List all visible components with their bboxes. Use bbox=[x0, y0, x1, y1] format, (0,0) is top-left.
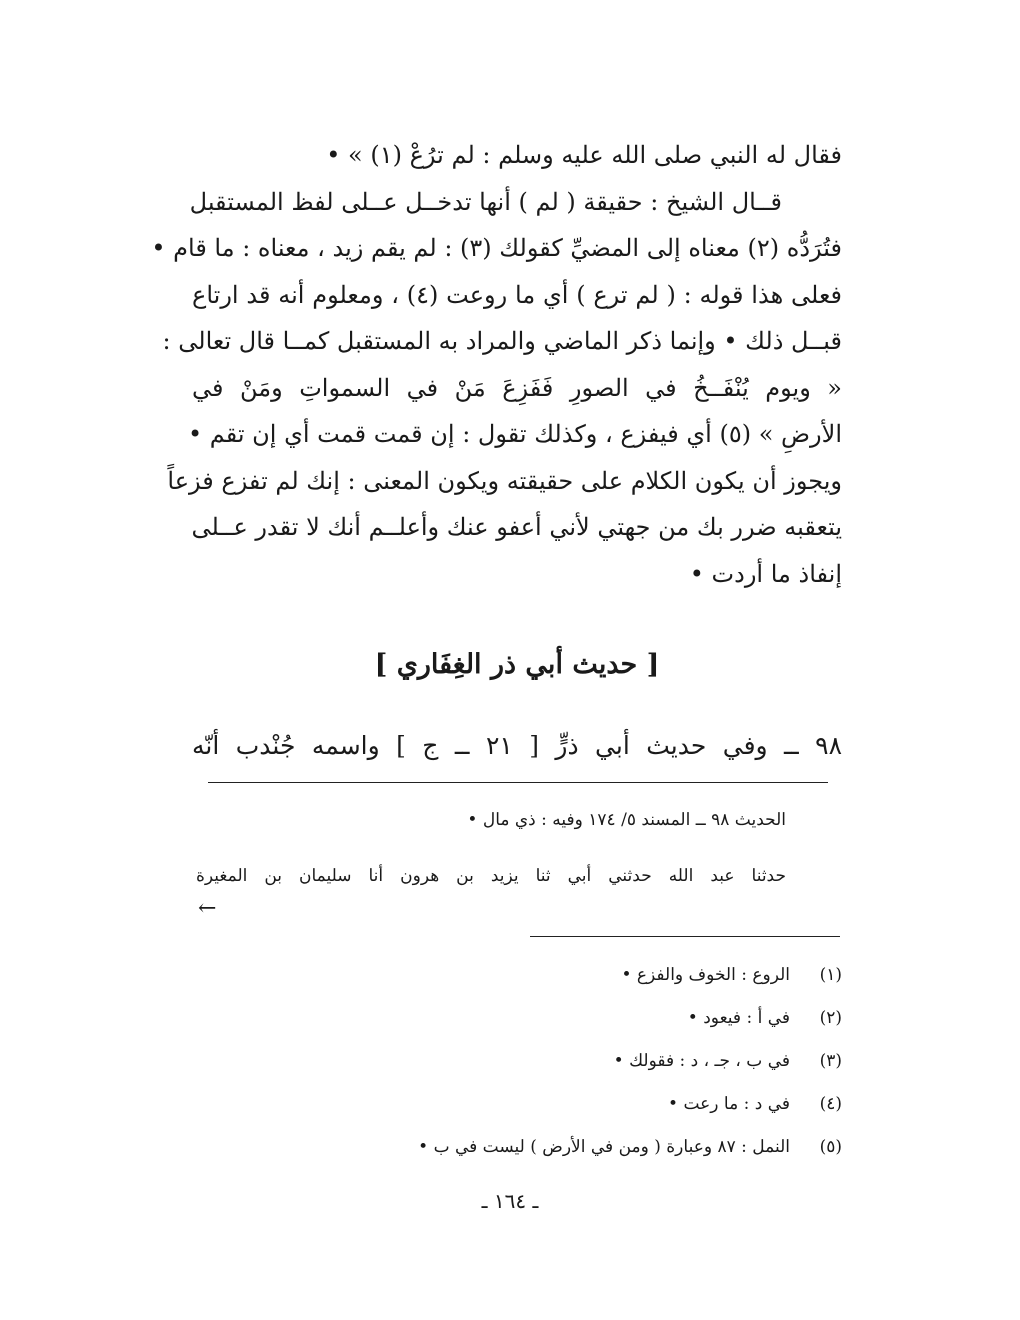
page-number: ـ ١٦٤ ـ bbox=[481, 1189, 539, 1213]
footnote-item bbox=[222, 997, 842, 1040]
footnotes-list bbox=[222, 954, 842, 1169]
main-text-line: فتُرَدُّه (٢) معناه إلى المضيِّ كقولك (٣) : لم يقم زيد ، معناه : ما قام • bbox=[151, 234, 842, 262]
main-text-line: الأرضِ » (٥) أي فيفزع ، وكذلك تقول : إن قمت قمت أي إن تقم • bbox=[187, 420, 842, 448]
footnote-divider bbox=[530, 936, 840, 937]
footnote-item bbox=[222, 1040, 842, 1083]
footnote-text: في أ : فيعود • bbox=[687, 1008, 790, 1028]
footnote-number: (٥) bbox=[819, 1137, 842, 1157]
footnote-item bbox=[222, 1083, 842, 1126]
section-heading: [ حديث أبي ذر الغِفَاري ] bbox=[374, 649, 660, 680]
footnote-item bbox=[222, 1126, 842, 1169]
footnote-text: الروع : الخوف والفزع • bbox=[621, 965, 790, 985]
isnad-note: حدثنا عبد الله حدثني أبي ثنا يزيد بن هرون أنا سليمان بن المغيرة bbox=[196, 866, 786, 886]
main-text-line: « ويوم يُنْفَــخُ في الصورِ فَفَزِعَ مَنْ في السمواتِ ومَنْ في bbox=[192, 373, 842, 402]
footnote-number: (١) bbox=[819, 965, 842, 985]
footnote-text: في د : ما رعت • bbox=[668, 1094, 790, 1114]
main-text-line: قبــل ذلك • وإنما ذكر الماضي والمراد به المستقبل كمــا قال تعالى : bbox=[162, 327, 842, 355]
main-text-line: فقال له النبي صلى الله عليه وسلم : لم ترُعْ (١) » • bbox=[326, 141, 842, 169]
main-text-line: إنفاذ ما أردت • bbox=[689, 559, 842, 588]
main-text-line: ويجوز أن يكون الكلام على حقيقته ويكون المعنى : إنك لم تفزع فزعاً bbox=[167, 466, 842, 495]
main-text-line: يتعقبه ضرر بك من جهتي لأني أعفو عنك وأعلــم أنك لا تقدر عــلى bbox=[191, 513, 842, 541]
footnote-number: (٢) bbox=[819, 1008, 842, 1028]
footnote-number: (٣) bbox=[819, 1051, 842, 1071]
hadith-opening-line: ٩٨ ــ وفي حديث أبي ذرٍّ [ ٢١ ــ ج ] واسمه جُنْدب أنّه bbox=[192, 731, 842, 760]
continuation-arrow-icon: ← bbox=[198, 896, 217, 921]
main-text-block bbox=[151, 132, 843, 597]
main-text-line: فعلى هذا قوله : ( لم ترع ) أي ما روعت (٤) ، ومعلوم أنه قد ارتاع bbox=[192, 280, 843, 309]
source-note: الحديث ٩٨ ــ المسند ٥/ ١٧٤ وفيه : ذي مال • bbox=[467, 810, 786, 830]
footnote-number: (٤) bbox=[819, 1094, 842, 1114]
footnote-text: النمل : ٨٧ وعبارة ( ومن في الأرض ) ليست في ب • bbox=[418, 1137, 790, 1157]
footnote-text: في ب ، جـ ، د : فقولك • bbox=[613, 1051, 790, 1071]
text-divider bbox=[208, 782, 828, 783]
main-text-line: قــال الشيخ : حقيقة ( لم ) أنها تدخــل عــلى لفظ المستقبل bbox=[189, 187, 782, 216]
footnote-item bbox=[222, 954, 842, 997]
